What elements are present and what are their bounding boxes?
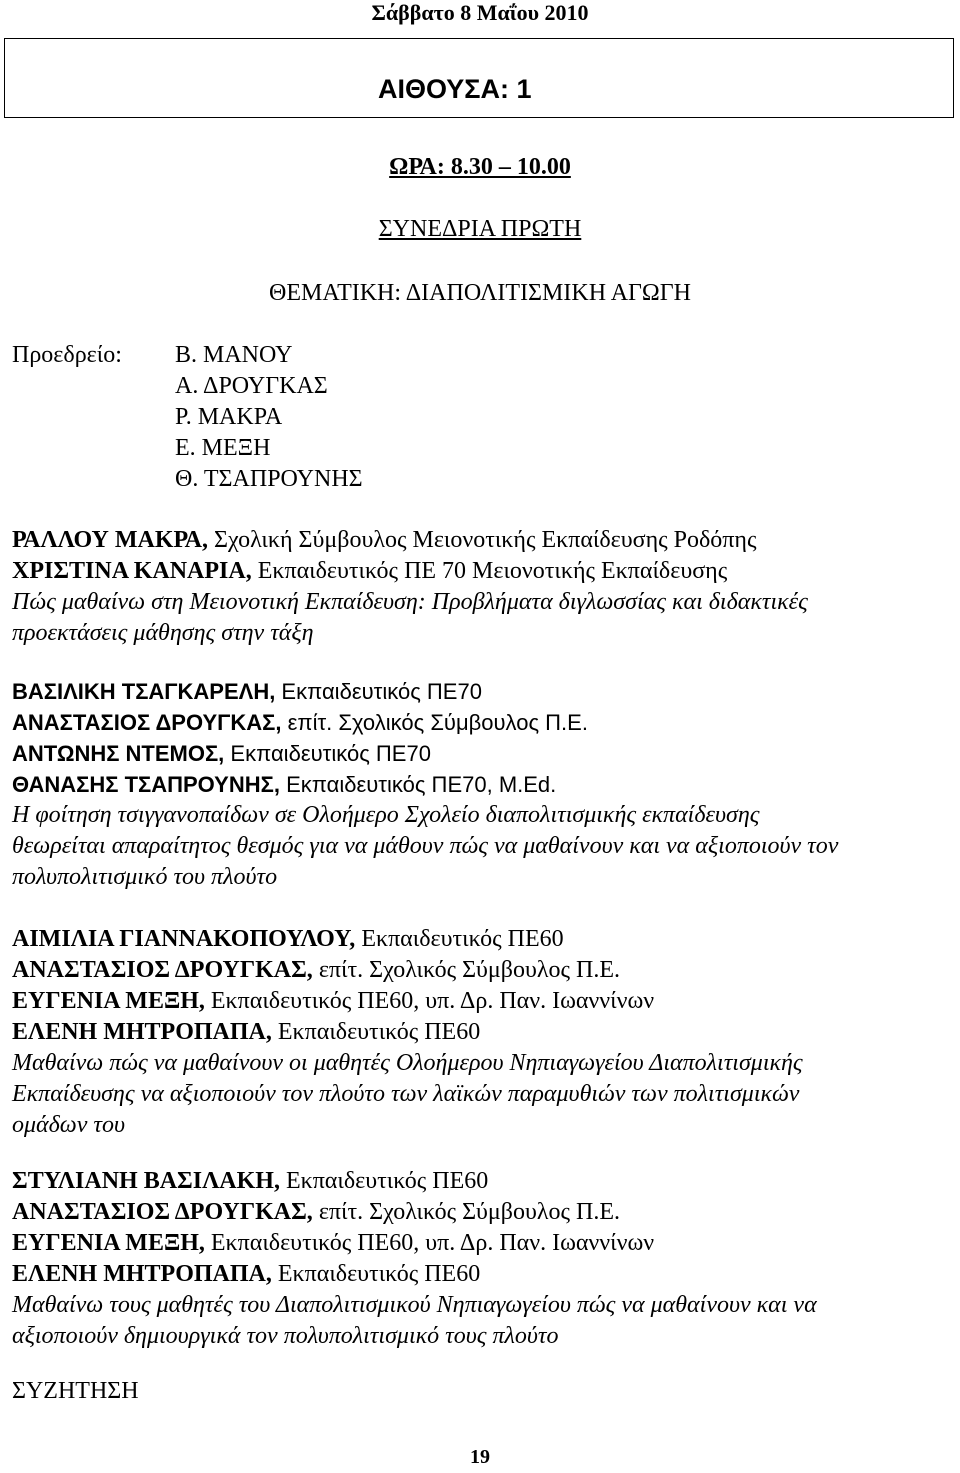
page-number: 19 (470, 1446, 490, 1468)
author-name: ΑΙΜΙΛΙΑ ΓΙΑΝΝΑΚΟΠΟΥΛΟΥ, (12, 926, 356, 952)
discussion-label: ΣΥΖΗΤΗΣΗ (12, 1378, 139, 1404)
author-line (12, 1017, 952, 1048)
paper-title-line: Μαθαίνω τους μαθητές του Διαπολιτισμικού Νηπιαγωγείου πώς να μαθαίνουν και να (12, 1292, 817, 1318)
paper-2-title (12, 800, 952, 893)
paper-1 (12, 525, 952, 649)
author-name: ΑΝΑΣΤΑΣΙΟΣ ΔΡΟΥΓΚΑΣ, (12, 957, 313, 983)
author-line (12, 986, 952, 1017)
author-line (12, 924, 952, 955)
presidium-member: Ρ. ΜΑΚΡΑ (175, 404, 283, 430)
author-line (12, 1228, 952, 1259)
session-time: ΩΡΑ: 8.30 – 10.00 (389, 154, 571, 180)
paper-title-line: προεκτάσεις μάθησης στην τάξη (12, 620, 314, 646)
presidium-member: Β. ΜΑΝΟΥ (175, 342, 293, 368)
author-line (12, 1166, 952, 1197)
author-line (12, 738, 952, 769)
presidium-member: Ε. ΜΕΞΗ (175, 435, 271, 461)
author-role: επίτ. Σχολικός Σύμβουλος Π.Ε. (281, 710, 588, 735)
author-line (12, 1259, 952, 1290)
author-name: ΕΛΕΝΗ ΜΗΤΡΟΠΑΠΑ, (12, 1019, 272, 1045)
paper-title-line: Μαθαίνω πώς να μαθαίνουν οι μαθητές Ολοήμερου Νηπιαγωγείου Διαπολιτισμικής (12, 1050, 803, 1076)
author-name: ΕΥΓΕΝΙΑ ΜΕΞΗ, (12, 988, 205, 1014)
author-name: ΑΝΑΣΤΑΣΙΟΣ ΔΡΟΥΓΚΑΣ, (12, 1199, 313, 1225)
author-line (12, 1197, 952, 1228)
presidium-member: Α. ΔΡΟΥΓΚΑΣ (175, 373, 328, 399)
author-name: ΕΛΕΝΗ ΜΗΤΡΟΠΑΠΑ, (12, 1261, 272, 1287)
author-role: Εκπαιδευτικός ΠΕ60 (279, 1168, 489, 1194)
author-role: Σχολική Σύμβουλος Μειονοτικής Εκπαίδευσης Ροδόπης (207, 527, 757, 553)
session-theme: ΘΕΜΑΤΙΚΗ: ΔΙΑΠΟΛΙΤΙΣΜΙΚΗ ΑΓΩΓΗ (269, 280, 691, 306)
author-role: Εκπαιδευτικός ΠΕ70, Μ.Ed. (279, 772, 557, 797)
paper-3 (12, 924, 952, 1141)
page-header-date: Σάββατο 8 Μαΐου 2010 (371, 0, 589, 25)
presidium-label: Προεδρείο: (12, 342, 122, 368)
author-name: ΒΑΣΙΛΙΚΗ ΤΣΑΓΚΑΡΕΛΗ, (12, 679, 276, 704)
paper-title-line: πολυπολιτισμικό του πλούτο (12, 864, 278, 890)
author-line (12, 556, 952, 587)
author-role: Εκπαιδευτικός ΠΕ60 (271, 1019, 481, 1045)
paper-title-line: Εκπαίδευσης να αξιοποιούν τον πλούτο των λαϊκών παραμυθιών των πολιτισμικών (12, 1081, 800, 1107)
session-title: ΣΥΝΕΔΡΙΑ ΠΡΩΤΗ (378, 216, 582, 242)
author-name: ΑΝΤΩΝΗΣ ΝΤΕΜΟΣ, (12, 741, 225, 766)
author-line (12, 769, 952, 800)
author-role: Εκπαιδευτικός ΠΕ 70 Μειονοτικής Εκπαίδευσης (251, 558, 728, 584)
author-name: ΕΥΓΕΝΙΑ ΜΕΞΗ, (12, 1230, 205, 1256)
paper-title-line: Πώς μαθαίνω στη Μειονοτική Εκπαίδευση: Προβλήματα διγλωσσίας και διδακτικές (12, 589, 808, 615)
paper-title-line: ομάδων του (12, 1112, 126, 1138)
author-role: Εκπαιδευτικός ΠΕ70 (275, 679, 482, 704)
author-role: Εκπαιδευτικός ΠΕ60 (355, 926, 564, 952)
author-name: ΑΝΑΣΤΑΣΙΟΣ ΔΡΟΥΓΚΑΣ, (12, 710, 282, 735)
author-role: επίτ. Σχολικός Σύμβουλος Π.Ε. (312, 1199, 621, 1225)
author-line (12, 676, 952, 707)
author-name: ΣΤΥΛΙΑΝΗ ΒΑΣΙΛΑΚΗ, (12, 1168, 280, 1194)
paper-2-authors (12, 676, 952, 800)
author-role: Εκπαιδευτικός ΠΕ60, υπ. Δρ. Παν. Ιωαννίνων (204, 988, 655, 1014)
author-role: Εκπαιδευτικός ΠΕ70 (224, 741, 431, 766)
paper-4 (12, 1166, 952, 1352)
author-role: Εκπαιδευτικός ΠΕ60, υπ. Δρ. Παν. Ιωαννίνων (204, 1230, 655, 1256)
author-name: ΘΑΝΑΣΗΣ ΤΣΑΠΡΟΥΝΗΣ, (12, 772, 280, 797)
author-line (12, 955, 952, 986)
author-line (12, 525, 952, 556)
presidium-member: Θ. ΤΣΑΠΡΟΥΝΗΣ (175, 466, 363, 492)
paper-title-line: αξιοποιούν δημιουργικά τον πολυπολιτισμικό τους πλούτο (12, 1323, 559, 1349)
author-role: επίτ. Σχολικός Σύμβουλος Π.Ε. (312, 957, 621, 983)
author-name: ΧΡΙΣΤΙΝΑ ΚΑΝΑΡΙΑ, (12, 558, 252, 584)
paper-title-line: Η φοίτηση τσιγγανοπαίδων σε Ολοήμερο Σχολείο διαπολιτισμικής εκπαίδευσης (12, 802, 760, 828)
author-line (12, 707, 952, 738)
presidium (12, 340, 363, 495)
paper-title-line: θεωρείται απαραίτητος θεσμός για να μάθουν πώς να μαθαίνουν και να αξιοποιούν τον (12, 833, 839, 859)
hall-title: ΑΙΘΟΥΣΑ: 1 (378, 74, 532, 104)
author-name: ΡΑΛΛΟΥ ΜΑΚΡΑ, (12, 527, 208, 553)
author-role: Εκπαιδευτικός ΠΕ60 (271, 1261, 481, 1287)
